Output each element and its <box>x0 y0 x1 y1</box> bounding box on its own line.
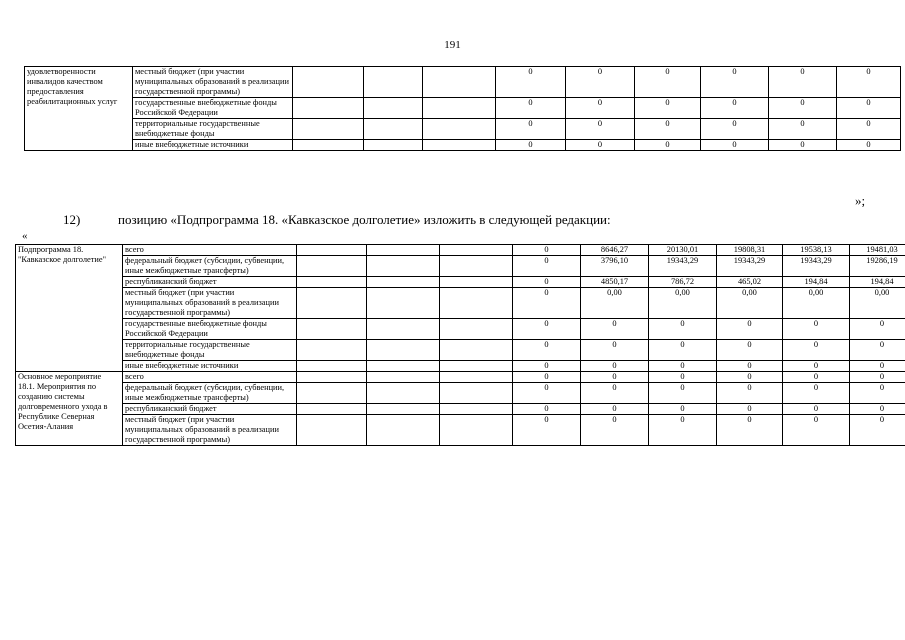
value-cell: 0 <box>581 383 649 404</box>
empty-cell <box>297 245 367 256</box>
table-row <box>16 256 905 277</box>
value-cell: 0 <box>717 415 783 446</box>
value-cell: 0 <box>496 67 566 98</box>
value-cell: 465,02 <box>717 277 783 288</box>
value-cell: 0 <box>649 383 717 404</box>
value-cell: 0,00 <box>581 288 649 319</box>
value-cell: 0 <box>513 340 581 361</box>
empty-cell <box>297 372 367 383</box>
value-cell: 0 <box>717 319 783 340</box>
value-cell: 19481,03 <box>850 245 905 256</box>
table-row <box>16 415 905 446</box>
funding-source-cell: местный бюджет (при участии муниципальных образований в реализации государственной программы) <box>123 415 297 446</box>
value-cell: 194,84 <box>850 277 905 288</box>
value-cell: 0 <box>649 415 717 446</box>
value-cell: 0 <box>850 372 905 383</box>
value-cell: 0 <box>581 361 649 372</box>
empty-cell <box>440 245 513 256</box>
value-cell: 0 <box>635 98 701 119</box>
value-cell: 0 <box>717 404 783 415</box>
value-cell: 0 <box>581 372 649 383</box>
value-cell: 786,72 <box>649 277 717 288</box>
page-number: 191 <box>444 39 461 51</box>
empty-cell <box>367 383 440 404</box>
empty-cell <box>364 67 423 98</box>
value-cell: 0 <box>837 98 901 119</box>
empty-cell <box>440 288 513 319</box>
value-cell: 0 <box>649 372 717 383</box>
empty-cell <box>297 319 367 340</box>
empty-cell <box>297 383 367 404</box>
value-cell: 0 <box>496 140 566 151</box>
empty-cell <box>423 98 496 119</box>
empty-cell <box>364 119 423 140</box>
table-row <box>25 140 901 151</box>
empty-cell <box>367 404 440 415</box>
empty-cell <box>423 67 496 98</box>
program-label-cell: Подпрограмма 18. "Кавказское долголетие" <box>16 245 123 372</box>
program-label-cell: Основное мероприятие 18.1. Мероприятия по созданию системы долговременного ухода в Республике Северная Осетия-Алания <box>16 372 123 446</box>
empty-cell <box>440 340 513 361</box>
funding-source-cell: иные внебюджетные источники <box>123 361 297 372</box>
empty-cell <box>367 277 440 288</box>
value-cell: 0 <box>701 119 769 140</box>
value-cell: 0 <box>513 256 581 277</box>
empty-cell <box>367 372 440 383</box>
empty-cell <box>440 256 513 277</box>
value-cell: 0 <box>837 67 901 98</box>
value-cell: 0 <box>513 277 581 288</box>
value-cell: 0,00 <box>717 288 783 319</box>
value-cell: 0 <box>566 98 635 119</box>
value-cell: 20130,01 <box>649 245 717 256</box>
value-cell: 0 <box>850 361 905 372</box>
value-cell: 0 <box>850 404 905 415</box>
funding-source-cell: территориальные государственные внебюджетные фонды <box>123 340 297 361</box>
empty-cell <box>297 288 367 319</box>
value-cell: 0 <box>513 361 581 372</box>
value-cell: 0 <box>649 404 717 415</box>
value-cell: 0 <box>783 340 850 361</box>
value-cell: 19343,29 <box>717 256 783 277</box>
table-row <box>25 67 901 98</box>
value-cell: 0,00 <box>649 288 717 319</box>
paragraph-number: 12) <box>63 212 81 227</box>
value-cell: 19286,19 <box>850 256 905 277</box>
value-cell: 0 <box>717 361 783 372</box>
empty-cell <box>423 119 496 140</box>
empty-cell <box>293 67 364 98</box>
value-cell: 0 <box>701 98 769 119</box>
empty-cell <box>367 340 440 361</box>
value-cell: 0 <box>783 319 850 340</box>
value-cell: 0 <box>783 361 850 372</box>
value-cell: 0 <box>513 372 581 383</box>
table-row <box>16 245 905 256</box>
empty-cell <box>293 119 364 140</box>
table-row <box>25 119 901 140</box>
funding-source-cell: республиканский бюджет <box>123 277 297 288</box>
funding-source-cell: территориальные государственные внебюджетные фонды <box>133 119 293 140</box>
funding-source-cell: федеральный бюджет (субсидии, субвенции, иные межбюджетные трансферты) <box>123 383 297 404</box>
value-cell: 0 <box>513 383 581 404</box>
value-cell: 0 <box>769 119 837 140</box>
value-cell: 0 <box>566 140 635 151</box>
value-cell: 0 <box>581 404 649 415</box>
table-row <box>16 361 905 372</box>
value-cell: 19808,31 <box>717 245 783 256</box>
value-cell: 0 <box>649 340 717 361</box>
value-cell: 4850,17 <box>581 277 649 288</box>
empty-cell <box>423 140 496 151</box>
value-cell: 0 <box>717 340 783 361</box>
value-cell: 0 <box>496 98 566 119</box>
table-row <box>16 404 905 415</box>
value-cell: 0 <box>581 340 649 361</box>
value-cell: 8646,27 <box>581 245 649 256</box>
empty-cell <box>440 415 513 446</box>
value-cell: 0 <box>513 288 581 319</box>
funding-source-cell: всего <box>123 372 297 383</box>
value-cell: 0 <box>581 319 649 340</box>
value-cell: 3796,10 <box>581 256 649 277</box>
amendment-paragraph <box>63 212 611 228</box>
funding-source-cell: всего <box>123 245 297 256</box>
empty-cell <box>297 256 367 277</box>
value-cell: 0 <box>717 372 783 383</box>
value-cell: 0 <box>769 140 837 151</box>
funding-source-cell: местный бюджет (при участии муниципальных образований в реализации государственной программы) <box>133 67 293 98</box>
value-cell: 0 <box>769 98 837 119</box>
value-cell: 0 <box>635 67 701 98</box>
value-cell: 0 <box>783 415 850 446</box>
value-cell: 0 <box>850 340 905 361</box>
value-cell: 0,00 <box>783 288 850 319</box>
empty-cell <box>367 288 440 319</box>
table-row <box>25 98 901 119</box>
value-cell: 0 <box>513 415 581 446</box>
funding-source-cell: местный бюджет (при участии муниципальных образований в реализации государственной программы) <box>123 288 297 319</box>
value-cell: 0 <box>635 119 701 140</box>
table-row <box>16 288 905 319</box>
empty-cell <box>440 404 513 415</box>
empty-cell <box>297 361 367 372</box>
value-cell: 19538,13 <box>783 245 850 256</box>
empty-cell <box>367 245 440 256</box>
subprogram-table <box>15 244 905 446</box>
continuation-table <box>24 66 901 151</box>
value-cell: 0 <box>566 67 635 98</box>
empty-cell <box>293 140 364 151</box>
value-cell: 0 <box>850 383 905 404</box>
empty-cell <box>297 340 367 361</box>
value-cell: 0 <box>513 319 581 340</box>
empty-cell <box>440 383 513 404</box>
value-cell: 0 <box>783 383 850 404</box>
funding-source-cell: иные внебюджетные источники <box>133 140 293 151</box>
value-cell: 0 <box>769 67 837 98</box>
empty-cell <box>367 319 440 340</box>
value-cell: 0 <box>850 319 905 340</box>
value-cell: 0 <box>649 319 717 340</box>
empty-cell <box>367 256 440 277</box>
empty-cell <box>367 415 440 446</box>
value-cell: 0 <box>496 119 566 140</box>
value-cell: 0 <box>513 245 581 256</box>
indicator-cell: удовлетворенности инвалидов качеством предоставления реабилитационных услуг <box>25 67 133 151</box>
value-cell: 0 <box>717 383 783 404</box>
value-cell: 19343,29 <box>649 256 717 277</box>
empty-cell <box>293 98 364 119</box>
value-cell: 0,00 <box>850 288 905 319</box>
funding-source-cell: государственные внебюджетные фонды Российской Федерации <box>123 319 297 340</box>
value-cell: 0 <box>850 415 905 446</box>
table-row <box>16 340 905 361</box>
funding-source-cell: республиканский бюджет <box>123 404 297 415</box>
funding-source-cell: государственные внебюджетные фонды Российской Федерации <box>133 98 293 119</box>
value-cell: 0 <box>635 140 701 151</box>
table-row <box>16 383 905 404</box>
paragraph-text: позицию «Подпрограмма 18. «Кавказское долголетие» изложить в следующей редакции: <box>118 212 611 227</box>
empty-cell <box>440 372 513 383</box>
value-cell: 0 <box>581 415 649 446</box>
empty-cell <box>297 415 367 446</box>
opening-quote: « <box>22 230 28 242</box>
value-cell: 194,84 <box>783 277 850 288</box>
empty-cell <box>364 140 423 151</box>
value-cell: 0 <box>566 119 635 140</box>
table-row <box>16 319 905 340</box>
value-cell: 0 <box>513 404 581 415</box>
value-cell: 0 <box>783 404 850 415</box>
value-cell: 0 <box>649 361 717 372</box>
value-cell: 19343,29 <box>783 256 850 277</box>
value-cell: 0 <box>837 140 901 151</box>
table-row <box>16 372 905 383</box>
empty-cell <box>297 277 367 288</box>
empty-cell <box>440 277 513 288</box>
empty-cell <box>367 361 440 372</box>
empty-cell <box>297 404 367 415</box>
funding-source-cell: федеральный бюджет (субсидии, субвенции, иные межбюджетные трансферты) <box>123 256 297 277</box>
value-cell: 0 <box>837 119 901 140</box>
value-cell: 0 <box>783 372 850 383</box>
empty-cell <box>364 98 423 119</box>
value-cell: 0 <box>701 140 769 151</box>
empty-cell <box>440 319 513 340</box>
empty-cell <box>440 361 513 372</box>
value-cell: 0 <box>701 67 769 98</box>
closing-quote: »; <box>855 193 866 208</box>
table-row <box>16 277 905 288</box>
